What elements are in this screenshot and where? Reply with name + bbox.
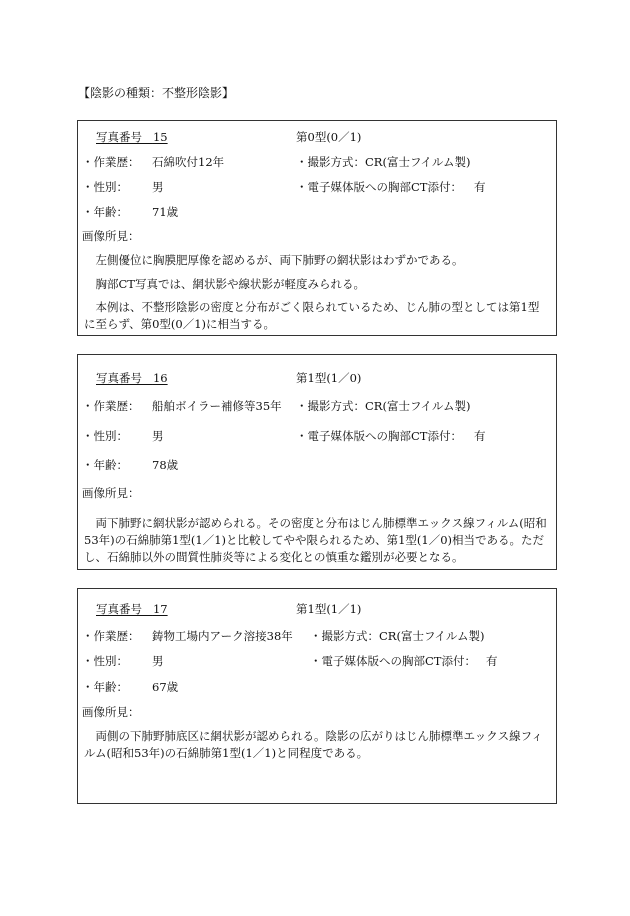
occupation-value: 船舶ボイラー補修等35年 [152,399,282,413]
case-box-15 [77,120,557,336]
photo-number-label: 写真番号 15 [96,130,168,144]
ct-attached-label: ・電子媒体版への胸部CT添付： [296,180,462,194]
ct-attached-label: ・電子媒体版への胸部CT添付： [296,429,462,443]
occupation-label: ・作業歴： [82,629,140,643]
findings-paragraph: 両側の下肺野肺底区に網状影が認められる。陰影の広がりはじん肺標準エックス線フィルム(昭和53年)の石綿肺第1型(1／1)と同程度である。 [84,729,543,760]
grade: 第0型(0／1) [296,130,362,144]
imaging-method: ・撮影方式：CR(富士フイルム製) [296,399,471,413]
age-value: 78歳 [152,458,179,472]
sex-label: ・性別： [82,180,128,194]
findings-paragraph: 本例は、不整形陰影の密度と分布がごく限られているため、じん肺の型としては第1型に至らず、第0型(0／1)に相当する。 [84,300,540,331]
findings-label: 画像所見： [82,486,140,500]
ct-attached-value: 有 [486,654,498,668]
findings-paragraph: 両下肺野に網状影が認められる。その密度と分布はじん肺標準エックス線フィルム(昭和53年)の石綿肺第1型(1／1)と比較してやや限られるため、第1型(1／0)相当である。ただし、石綿肺以外の間質性肺炎等による変化との慎重な鑑別が必要となる。 [84,516,547,564]
findings-label: 画像所見： [82,229,140,243]
age-value: 71歳 [152,205,179,219]
grade: 第1型(1／1) [296,602,362,616]
ct-attached-value: 有 [474,180,486,194]
sex-value: 男 [152,654,164,668]
findings-paragraph: 胸部CT写真では、網状影や線状影が軽度みられる。 [95,277,365,291]
age-value: 67歳 [152,680,179,694]
occupation-value: 鋳物工場内アーク溶接38年 [152,629,293,643]
age-label: ・年齢： [82,205,128,219]
age-label: ・年齢： [82,680,128,694]
sex-value: 男 [152,429,164,443]
sex-label: ・性別： [82,654,128,668]
imaging-method: ・撮影方式：CR(富士フイルム製) [310,629,485,643]
ct-attached-value: 有 [474,429,486,443]
case-box-16 [77,354,557,570]
case-box-17 [77,588,557,804]
ct-attached-label: ・電子媒体版への胸部CT添付： [310,654,476,668]
photo-number-label: 写真番号 16 [96,371,168,385]
occupation-label: ・作業歴： [82,399,140,413]
imaging-method: ・撮影方式：CR(富士フイルム製) [296,155,471,169]
grade: 第1型(1／0) [296,371,362,385]
occupation-value: 石綿吹付12年 [152,155,225,169]
sex-label: ・性別： [82,429,128,443]
findings-label: 画像所見： [82,705,140,719]
sex-value: 男 [152,180,164,194]
findings-paragraph: 左側優位に胸膜肥厚像を認めるが、両下肺野の網状影はわずかである。 [95,253,464,267]
occupation-label: ・作業歴： [82,155,140,169]
age-label: ・年齢： [82,458,128,472]
section-heading: 【陰影の種類：不整形陰影】 [78,86,235,100]
photo-number-label: 写真番号 17 [96,602,168,616]
